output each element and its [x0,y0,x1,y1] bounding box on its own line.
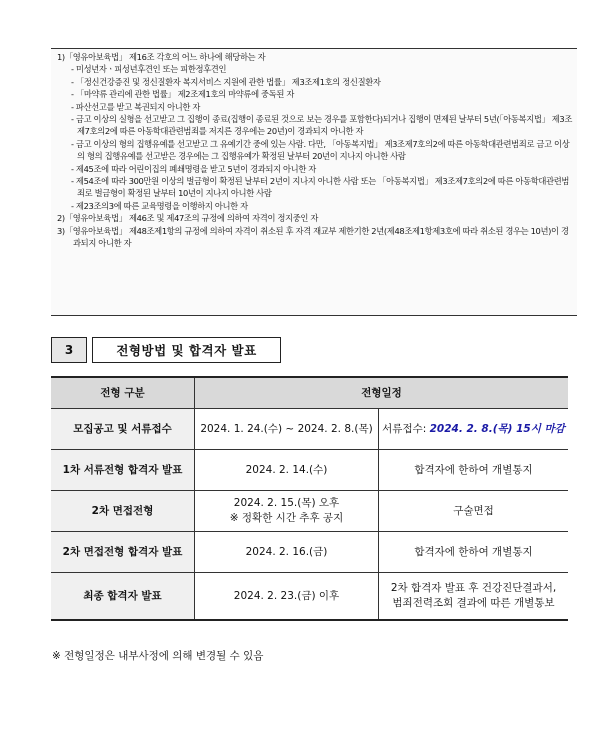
row-label: 모집공고 및 서류접수 [51,409,195,450]
qualification-sub-item: - 파산선고를 받고 복권되지 아니한 자 [71,101,201,112]
note-prefix: 서류접수: [382,422,430,435]
section-title: 전형방법 및 합격자 발표 [92,337,281,363]
table-row [51,450,568,491]
qualification-item-3: 3)「영유아보육법」 제48조제1항의 규정에 의하여 자격이 취소된 후 자격 재교부 제한기한 2년(제48조제1항제3호에 따라 취소된 경우는 10년)이 경과되지 아니한 자 [57,225,569,249]
row-label: 2차 면접전형 [51,491,195,532]
qualification-sub-item: - 「마약류 관리에 관한 법률」 제2조제1호의 마약류에 중독된 자 [71,89,294,100]
row-date: 2024. 2. 16.(금) [195,532,379,573]
row-note [379,409,569,450]
qualification-sub-item: - 금고 이상의 형의 집행유예를 선고받고 그 유예기간 중에 있는 사람. 다만, 「아동복지법」 제3조제7호의2에 따른 아동학대관련범죄로 금고 이상의 형의 집행유예를 선고받은 경우에는 그 집행유예가 확정된 날부터 20년이 지나지 아니한 사람 [71,138,570,162]
deadline-highlight: 2024. 2. 8.(목) 15시 마감 [429,422,565,435]
row-date [195,491,379,532]
row-date: 2024. 1. 24.(수) ~ 2024. 2. 8.(목) [195,409,379,450]
section-number: 3 [51,337,87,363]
row-date: 2024. 2. 23.(금) 이후 [195,573,379,621]
qualification-item-1: 1)「영유아보육법」 제16조 각호의 어느 하나에 해당하는 자 [57,52,266,62]
row-note: 2차 합격자 발표 후 건강진단결과서, 범죄전력조회 결과에 따른 개별통보 [379,573,569,621]
column-header-schedule: 전형일정 [195,377,569,409]
qualification-sub-item: - 제54조에 따라 300만원 이상의 벌금형이 확정된 날부터 2년이 지나지 아니한 사람 또는 「아동복지법」 제3조제7호의2에 따른 아동학대관련범죄로 벌금형이 확정된 날부터 10년이 지나지 아니한 사람 [71,176,570,199]
row-note: 구술면접 [379,491,569,532]
qualification-sub-item: - 미성년자ㆍ피성년후견인 또는 피한정후견인 [71,64,227,75]
date-main: 2024. 2. 15.(목) 오후 [233,497,340,509]
row-label: 2차 면접전형 합격자 발표 [51,532,195,573]
table-header-row [51,377,568,409]
row-date: 2024. 2. 14.(수) [195,450,379,491]
row-label: 1차 서류전형 합격자 발표 [51,450,195,491]
column-header-type: 전형 구분 [51,377,195,409]
disqualification-box [51,48,577,316]
table-row [51,532,568,573]
footnote: ※ 전형일정은 내부사정에 의해 변경될 수 있음 [52,650,264,662]
date-sub: ※ 정확한 시간 추후 공지 [229,512,344,524]
schedule-table [51,376,568,621]
row-note: 합격자에 한하여 개별통지 [379,532,569,573]
row-label: 최종 합격자 발표 [51,573,195,621]
table-row [51,573,568,621]
qualification-sub-item: - 제23조의3에 따른 교육명령을 이행하지 아니한 자 [71,200,248,211]
qualification-sub-item: - 금고 이상의 실형을 선고받고 그 집행이 종료(집행이 종료된 것으로 보는 경우를 포함한다)되거나 집행이 면제된 날부터 5년(「아동복지법」 제3조제7호의2에 따른 아동학대관련범죄를 저지른 경우에는 20년)이 경과되지 아니한 자 [71,114,573,137]
qualification-sub-item: - 「정신건강증진 및 정신질환자 복지서비스 지원에 관한 법률」 제3조제1호의 정신질환자 [71,76,381,87]
row-note: 합격자에 한하여 개별통지 [379,450,569,491]
qualification-sub-item: - 제45조에 따라 어린이집의 폐쇄명령을 받고 5년이 경과되지 아니한 자 [71,163,316,174]
table-row [51,491,568,532]
qualification-item-2: 2)「영유아보육법」 제46조 및 제47조의 규정에 의하여 자격이 정지중인 자 [57,213,319,224]
table-row [51,409,568,450]
